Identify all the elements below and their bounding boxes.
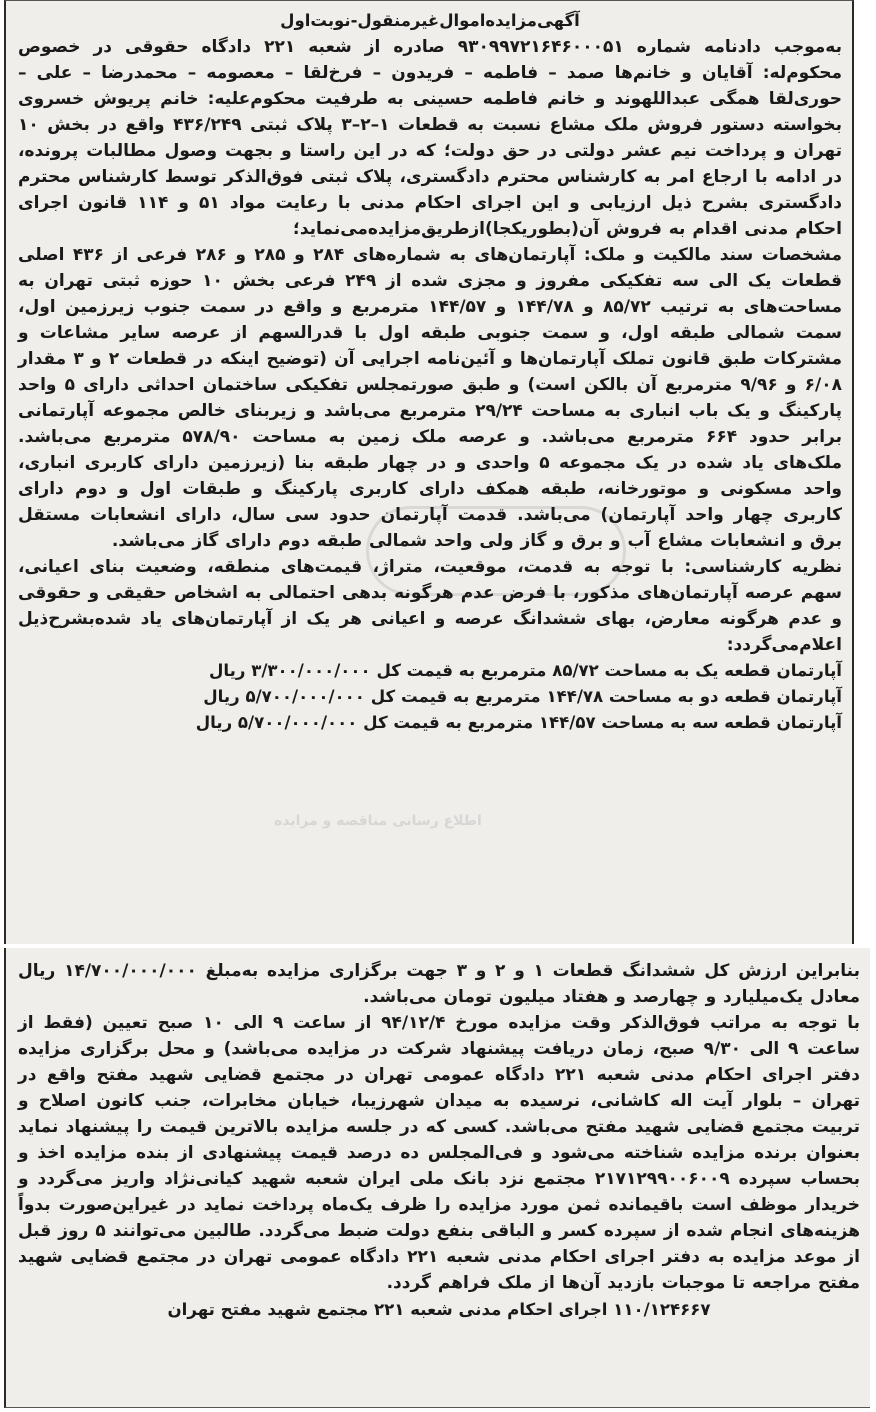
property-specs-paragraph: مشخصات سند مالکیت و ملک: آپارتمان‌های به شماره‌های ۲۸۴ و ۲۸۵ و ۲۸۶ فرعی از ۴۳۶ اصلی قطعات یک الی سه تفکیکی مفروز و مجزی شده از ۲۴۹ فرعی بخش ۱۰ حوزه ثبتی تهران به مساحت‌های به ترتیب ۸۵/۷۲ و ۱۴۴/۷۸ و ۱۴۴/۵۷ مترمربع و واقع در سمت جنوب زیرزمین اول، سمت شمالی طبقه اول، و سمت جنوبی طبقه اول با قدرالسهم از عرصه سایر مشاعات و مشترکات طبق قانون تملک آپارتمان‌ها و آئین‌نامه اجرایی آن (توضیح اینکه در قطعات ۲ و ۳ مقدار ۶/۰۸ و ۹/۹۶ مترمربع آن بالکن است) و طبق صورتمجلس تفکیکی ساختمان احداثی دارای ۵ واحد پارکینگ و یک باب انباری به مساحت ۲۹/۲۴ مترمربع می‌باشد و زیربنای خالص مجموعه آپارتمانی برابر حدود ۶۶۴ مترمربع می‌باشد. و عرصه ملک زمین به مساحت ۵۷۸/۹۰ مترمربع می‌باشد. ملک‌های یاد شده در یک مجموعه ۵ واحدی و در چهار طبقه بنا (زیرزمین دارای کاربری انباری، واحد مسکونی و موتورخانه، طبقه همکف دارای کاربری پارکینگ و طبقات اول و دوم دارای کاربری چهار واحد آپارتمان) می‌باشد. قدمت آپارتمان حدود سی سال، دارای انشعابات مستقل برق و انشعابات مشاع آب و برق و گاز ولی واحد شمالی طبقه دوم دارای گاز می‌باشد. bbox=[18, 245, 843, 551]
expert-opinion-paragraph: نظریه کارشناسی: با توجه به قدمت، موقعیت، متراژ، قیمت‌های منطقه، وضعیت بنای اعیانی، سهم عرصه آپارتمان‌های مذکور، با فرض عدم هرگونه بدهی احتمالی به اشخاص حقیقی و حقوقی و عدم هرگونه معارض، بهای ششدانگ عرصه و اعیانی هر یک از آپارتمان‌های یاد شده‌بشرح‌ذیل اعلام‌می‌گردد: bbox=[18, 557, 842, 655]
notice-clip-part-two bbox=[4, 948, 870, 1408]
apartment-price-line: آپارتمان قطعه دو به مساحت ۱۴۴/۷۸ مترمربع به قیمت کل ۵/۷۰۰/۰۰۰/۰۰۰ ریال bbox=[203, 687, 842, 706]
ruling-paragraph: به‌موجب دادنامه شماره ۹۳۰۹۹۷۲۱۶۴۶۰۰۰۵۱ صادره از شعبه ۲۲۱ دادگاه حقوقی در خصوص محکوم‌له: آقایان و خانم‌ها صمد – فاطمه – فریدون – فرخ‌لقا – معصومه – محمدرضا – علی – حوری‌لقا همگی عبداللهوند و خانم فاطمه حسینی به طرفیت محکوم‌علیه: خانم پریوش خسروی بخواسته دستور فروش ملک مشاع نسبت به قطعات ۱–۲–۳ پلاک ثبتی ۴۳۶/۲۴۹ واقع در بخش ۱۰ تهران و پرداخت نیم عشر دولتی در حق دولت؛ که در این راستا و بجهت وصول مطالبات پرونده، در ادامه با ارجاع امر به کارشناس محترم دادگستری، پلاک ثبتی فوق‌الذکر توسط کارشناس محترم دادگستری بشرح ذیل ارزیابی و این اجرای احکام مدنی با رعایت مواد ۵۱ و ۱۱۴ قانون اجرای احکام مدنی اقدام به فروش آن(بطوریکجا)ازطریق‌مزایده‌می‌نماید؛ bbox=[18, 37, 843, 239]
total-value-paragraph: بنابراین ارزش کل ششدانگ قطعات ۱ و ۲ و ۳ جهت برگزاری مزایده به‌مبلغ ۱۴/۷۰۰/۰۰۰/۰۰۰ ریال معادل یک‌میلیارد و چهارصد و هفتاد میلیون تومان می‌باشد. bbox=[18, 961, 860, 1007]
watermark-text: اطلاع رسانی مناقصه و مزایده bbox=[274, 813, 482, 829]
notice-clip-part-one bbox=[4, 0, 854, 944]
notice-signature: ۱۱۰/۱۲۴۶۶۷ اجرای احکام مدنی شعبه ۲۲۱ مجتمع شهید مفتح تهران bbox=[167, 1300, 711, 1319]
apartment-price-line: آپارتمان قطعه یک به مساحت ۸۵/۷۲ مترمربع به قیمت کل ۳/۳۰۰/۰۰۰/۰۰۰ ریال bbox=[209, 661, 842, 680]
apartment-price-line: آپارتمان قطعه سه به مساحت ۱۴۴/۵۷ مترمربع به قیمت کل ۵/۷۰۰/۰۰۰/۰۰۰ ریال bbox=[195, 713, 842, 732]
apartment-price-list bbox=[18, 658, 842, 736]
auction-details-paragraph: با توجه به مراتب فوق‌الذکر وقت مزایده مورخ ۹۴/۱۲/۴ از ساعت ۹ الی ۱۰ صبح تعیین (فقط از ساعت ۹ الی ۹/۳۰ صبح، زمان دریافت پیشنهاد شرکت در مزایده می‌باشد) و محل برگزاری مزایده دفتر اجرای احکام مدنی شعبه ۲۲۱ دادگاه عمومی تهران در مجتمع قضایی شهید مفتح واقع در تهران – بلوار آیت اله کاشانی، نرسیده به میدان شهرزیبا، خیابان مخابرات، جنب کانون اصلاح و تربیت مجتمع قضایی شهید مفتح می‌باشد. کسی که در جلسه مزایده بالاترین قیمت را پیشنهاد نماید بعنوان برنده مزایده شناخته می‌شود و فی‌المجلس ده درصد قیمت پیشنهادی از بنده مزایده اخذ و بحساب سپرده ۲۱۷۱۲۹۹۰۰۶۰۰۹ مجتمع نزد بانک ملی ایران شعبه شهید کیانی‌نژاد واریز می‌گردد و خریدار موظف است باقیمانده ثمن مورد مزایده را ظرف یک‌ماه پرداخت نماید در غیراین‌صورت بدواً هزینه‌های انجام شده از سپرده کسر و الباقی بنفع دولت ضبط می‌گردد. طالبین می‌توانند ۵ روز قبل از موعد مزایده به دفتر اجرای احکام مدنی شعبه ۲۲۱ دادگاه عمومی تهران در مجتمع قضایی شهید مفتح مراجعه تا موجبات بازدید آن‌ها از ملک فراهم گردد. bbox=[18, 1013, 861, 1293]
notice-title: آگهی‌مزایده‌اموال‌غیرمنقول-نوبت‌اول bbox=[280, 11, 580, 30]
